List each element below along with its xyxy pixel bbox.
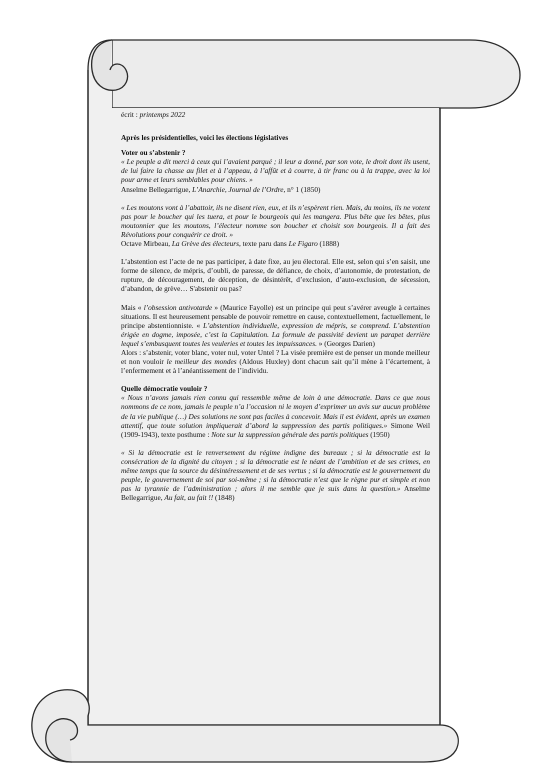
quote-suffix: , n° 1 (1850) — [283, 184, 321, 194]
text-run: » (Georges Darien) — [316, 338, 375, 348]
quote-mirbeau — [121, 203, 430, 248]
quote-author: Anselme Bellegarrigue, — [121, 184, 193, 194]
document-body — [121, 110, 430, 502]
text-run: (Aldous Huxley) dont chacun sait qu’il mène à l’écartement, à l’enfermement et à l’anéantissement de l’individu. — [121, 357, 431, 376]
quote-text: « Les moutons vont à l’abattoir, ils ne disent rien, eux, et ils n’espèrent rien. Mais, du moins, ils ne votent pas pour le boucher qui les tuera, et pour le bourgeois qui les mangera. Plus bête que les bêtes, plus moutonnier que les moutons, l’électeur nomme son boucher et choisit son bourgeois. Il a fait des Révolutions pour conquérir ce droit. » — [121, 202, 430, 239]
section2-heading: Quelle démocratie vouloir ? — [121, 384, 208, 394]
quote-paper: Le Figaro — [288, 239, 318, 249]
paragraph-antivotarde — [121, 303, 430, 348]
quote-author: Simone Weil (1909-1943), texte posthume : — [121, 420, 430, 439]
quote-mid: , texte paru dans — [238, 239, 289, 249]
text-run: » (Maurice Fayolle) est un principe qui peut s’avérer aveugle à certaines situations. Il est heureusement pensable de pouvoir remettre en cause, contextuellement, factuellement, le principe abstentionniste. « — [121, 302, 430, 330]
quote-source: L’Anarchie, Journal de l’Ordre — [192, 184, 284, 194]
paragraph-alors — [121, 348, 430, 375]
quote-text: « Nous n’avons jamais rien connu qui ressemble même de loin à une démocratie. Dans ce que nous nommons de ce nom, jamais le peuple n’a l’occasion ni le moyen d’exprimer un avis sur aucun problème de la vie publique (…) Des solutions ne sont pas faciles à concevoir. Mais il est évident, après un examen attentif, que toute solution impliquerait d’abord la suppression des partis politiques.» — [121, 393, 430, 430]
quote-bellegarrigue-1850 — [121, 157, 430, 193]
text-run: Alors : s’abstenir, voter blanc, voter nul, voter Untel ? La visée première est de penser un monde meilleur et non vouloir — [121, 347, 430, 367]
quote-weil — [121, 393, 430, 438]
header-label: écrit : — [121, 110, 140, 119]
quote-suffix: (1888) — [317, 239, 339, 249]
text-run-italic: L’abstention individuelle, expression de mépris, se comprend. L’abstention érigée en dogme, imposée, c’est la Capitulation. La formule de passivité devient un parapet derrière lequel s’embusquent toutes les veuleries et toutes les impuissances. — [121, 320, 430, 348]
quote-text: « Si la démocratie est le renversement du régime indigne des bureaux ; si la démocratie est la consécration de la dignité du citoyen ; si la démocratie est le néant de l’ambition et de ses crimes, en même temps que la source du désintéressement et de ses vertus ; si la démocratie est le gouvernement du peuple, le gouvernement de soi par soi-même ; si la démocratie n’est que le règne pur et simple et non pas la tyrannie de l’administration ; alors il me semble que je suis dans la question.» — [121, 447, 430, 494]
scroll-top-roll — [112, 40, 520, 108]
quote-bellegarrigue-1848 — [121, 448, 430, 503]
document-title: Après les présidentielles, voici les élections législatives — [121, 133, 289, 143]
quote-author: Anselme Bellegarrigue, — [121, 484, 430, 503]
section1-heading: Voter ou s’abstenir ? — [121, 148, 186, 158]
text-run: Mais « — [121, 302, 144, 312]
quote-text: « Le peuple a dit merci à ceux qui l’avaient parqué ; il leur a donné, par son vote, le droit dont ils usent, de lui faire la chasse au filet et à l’appeau, à l’affût et à courre, à tir franc ou à la trappe, avec la loi pour arme et leurs semblables pour chiens. » — [121, 157, 430, 185]
quote-source: Note sur la suppression générale des partis politiques — [211, 429, 369, 439]
quote-author: Octave Mirbeau, — [121, 239, 172, 249]
quote-suffix: (1950) — [368, 429, 390, 439]
quote-suffix: (1848) — [213, 493, 235, 503]
paragraph-abstention: L’abstention est l’acte de ne pas participer, à date fixe, au jeu électoral. Elle est, selon qui s’en saisit, une forme de silence, de mépris, d’oubli, de paresse, de défiance, de choix, d’autonomie, de protestation, de rupture, de découragement, de déception, de désintérêt, d’exclusion, d’auto-exclusion, de sécession, d’abandon, de grève… S'abstenir ou pas? — [121, 257, 430, 294]
header-line — [121, 110, 430, 119]
header-date: printemps 2022 — [139, 110, 186, 119]
text-run-italic: l’obsession antivotarde — [143, 302, 213, 312]
quote-source: La Grève des électeurs — [171, 239, 239, 249]
text-run-italic: le meilleur des mondes — [166, 357, 237, 367]
quote-source: Au fait, au fait !! — [164, 493, 214, 503]
